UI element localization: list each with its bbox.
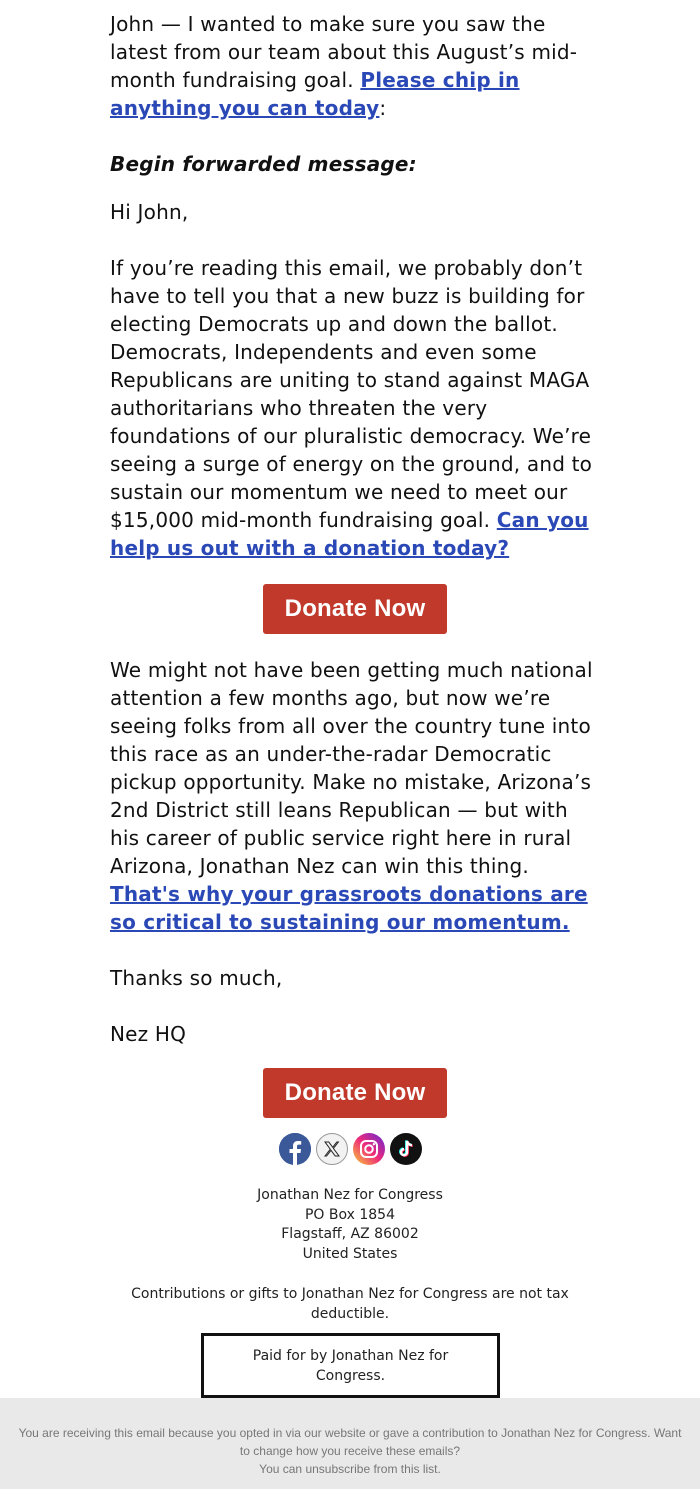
intro-paragraph xyxy=(110,10,600,122)
paragraph-buzz xyxy=(110,254,600,562)
donation-today-link[interactable]: Can you help us out with a donation today? xyxy=(110,508,589,560)
signature: Nez HQ xyxy=(110,1022,187,1046)
address-country: United States xyxy=(302,1245,398,1262)
mailing-address xyxy=(0,1186,700,1264)
signoff: Thanks so much, xyxy=(110,966,283,990)
paragraph-attention-text: We might not have been getting much national attention a few months ago, but now we’re seeing folks from all over the country tune into this race as an under-the-radar Democratic pickup opportunity. Make no mistake, Arizona’s 2nd District still leans Republican — but with his career of public service right here in rural Arizona, Jonathan Nez can win this thing. xyxy=(110,658,593,878)
footer-optin-text: You are receiving this email because you opted in via our website or gave a contribution to Jonathan Nez for Congress. Want to change how you receive these emails? xyxy=(18,1426,682,1458)
intro-text: John — I wanted to make sure you saw the latest from our team about this August’s mid-month fundraising goal. xyxy=(110,12,578,92)
donate-button-bottom-container xyxy=(110,1068,600,1118)
address-org: Jonathan Nez for Congress xyxy=(257,1187,443,1203)
donate-now-button-bottom[interactable]: Donate Now xyxy=(263,1068,447,1118)
grassroots-link[interactable]: That's why your grassroots donations are so critical to sustaining our momentum. xyxy=(110,882,588,934)
paragraph-attention xyxy=(110,656,600,936)
email-footer xyxy=(0,1398,700,1489)
intro-suffix: : xyxy=(379,96,387,120)
unsubscribe-link[interactable]: You can unsubscribe from this list. xyxy=(259,1462,441,1476)
paragraph-buzz-text: If you’re reading this email, we probably don’t have to tell you that a new buzz is building for electing Democrats up and down the ballot. Democrats, Independents and even some Republicans are uniting to stand against MAGA authoritarians who threaten the very foundations of our pluralistic democracy. We’re seeing a surge of energy on the ground, and to sustain our momentum we need to meet our $15,000 mid-month fundraising goal. xyxy=(110,256,593,532)
donate-now-button[interactable]: Donate Now xyxy=(263,584,447,634)
paid-for-box xyxy=(201,1333,500,1398)
greeting: Hi John, xyxy=(110,200,189,224)
email-body xyxy=(110,10,600,1118)
x-icon[interactable] xyxy=(316,1133,348,1165)
facebook-icon[interactable] xyxy=(279,1133,311,1165)
forwarded-heading: Begin forwarded message: xyxy=(110,152,417,176)
instagram-icon[interactable] xyxy=(353,1133,385,1165)
donate-button-container xyxy=(110,584,600,634)
tax-notice: Contributions or gifts to Jonathan Nez for Congress are not tax deductible. xyxy=(131,1286,569,1322)
social-links xyxy=(0,1133,700,1165)
chip-in-link[interactable]: Please chip in anything you can today xyxy=(110,68,520,120)
tiktok-icon[interactable] xyxy=(390,1133,422,1165)
paid-for-text: Paid for by Jonathan Nez for Congress. xyxy=(252,1347,449,1384)
address-line2: Flagstaff, AZ 86002 xyxy=(281,1226,419,1242)
address-line1: PO Box 1854 xyxy=(304,1206,395,1223)
